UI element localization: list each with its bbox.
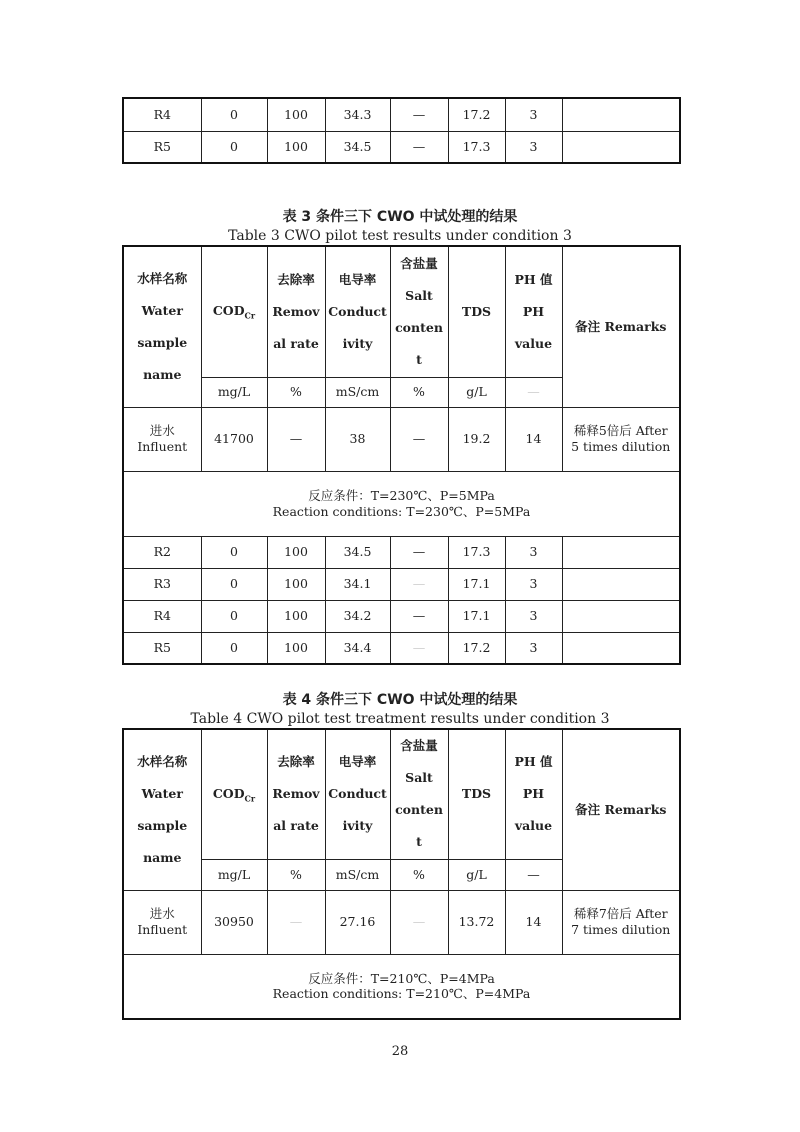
influent-name [123, 890, 201, 954]
tds-value: 17.2 [448, 98, 505, 131]
unit-removal: % [267, 377, 325, 407]
ph-value: 14 [505, 890, 562, 954]
ph-value: 3 [505, 568, 562, 600]
header-text: PH [522, 786, 545, 802]
conductivity-value: 34.3 [325, 98, 390, 131]
influent-name-en: Influent [137, 922, 188, 937]
tds-value: 17.3 [448, 131, 505, 163]
remarks-line: 7 times dilution [571, 922, 671, 937]
header-text: 去除率 [277, 754, 315, 770]
header-conductivity [325, 246, 390, 377]
removal-value: 100 [267, 131, 325, 163]
table-header-row [123, 729, 680, 859]
condition-zh: 反应条件：T=230℃、P=5MPa [308, 487, 495, 503]
unit-tds: g/L [448, 377, 505, 407]
reaction-conditions [123, 954, 680, 1019]
influent-row [123, 407, 680, 471]
header-text: COD [212, 303, 245, 318]
removal-value: — [267, 407, 325, 471]
sample-name: R5 [123, 632, 201, 664]
header-text: ivity [342, 335, 373, 351]
remarks-line: 稀释5倍后 After [573, 423, 668, 439]
header-text: Water [141, 785, 183, 801]
table-row [123, 568, 680, 600]
header-text: t [416, 351, 422, 367]
salt-value: — [390, 890, 448, 954]
remarks-value [562, 407, 680, 471]
salt-value: — [390, 131, 448, 163]
header-text: al rate [273, 818, 319, 834]
influent-name-en: Influent [137, 439, 188, 454]
reaction-conditions [123, 471, 680, 536]
header-text: 含盐量 [400, 255, 438, 271]
page-number: 28 [391, 1044, 409, 1059]
ph-value: 3 [505, 131, 562, 163]
reaction-conditions-row [123, 954, 680, 1019]
header-text: name [143, 849, 182, 865]
removal-value: — [267, 890, 325, 954]
ph-value: 3 [505, 98, 562, 131]
header-text: COD [212, 785, 245, 801]
table-row [123, 600, 680, 632]
removal-value: 100 [267, 98, 325, 131]
table-row [123, 536, 680, 568]
cod-value: 0 [201, 632, 267, 664]
header-text: 水样名称 [137, 270, 188, 286]
table3-caption-zh-text: 表 3 条件三下 CWO 中试处理的结果 [282, 209, 518, 225]
header-tds: TDS [448, 729, 505, 859]
header-text: 电导率 [338, 271, 377, 287]
header-text: value [514, 818, 553, 834]
unit-ph: — [505, 859, 562, 890]
header-text: Remov [272, 786, 320, 802]
header-salt [390, 729, 448, 859]
unit-tds: g/L [448, 859, 505, 890]
table-row [123, 632, 680, 664]
remarks-value [562, 131, 680, 163]
ph-value: 3 [505, 536, 562, 568]
ph-value: 3 [505, 600, 562, 632]
cod-value: 0 [201, 600, 267, 632]
conductivity-value: 27.16 [325, 890, 390, 954]
unit-conductivity: mS/cm [325, 377, 390, 407]
ph-value: 3 [505, 632, 562, 664]
table3-caption-en: Table 3 CWO pilot test results under condition 3 [228, 228, 572, 244]
table-header-row [123, 246, 680, 377]
header-text: Remov [272, 303, 320, 319]
conductivity-value: 34.5 [325, 536, 390, 568]
salt-value: — [390, 407, 448, 471]
removal-value: 100 [267, 568, 325, 600]
header-text: Salt [405, 287, 433, 303]
header-remarks: 备注 Remarks [562, 246, 680, 407]
header-text: sample [137, 334, 188, 350]
conductivity-value: 38 [325, 407, 390, 471]
table3 [122, 245, 681, 665]
unit-ph: — [505, 377, 562, 407]
header-text: al rate [273, 335, 319, 351]
table3-caption-zh [0, 209, 800, 226]
remarks-value [562, 632, 680, 664]
header-tds: TDS [448, 246, 505, 377]
removal-value: 100 [267, 632, 325, 664]
table4 [122, 728, 681, 1020]
ph-value: 14 [505, 407, 562, 471]
unit-conductivity: mS/cm [325, 859, 390, 890]
sample-name: R2 [123, 536, 201, 568]
header-cod [201, 729, 267, 859]
salt-value: — [390, 568, 448, 600]
reaction-conditions-row [123, 471, 680, 536]
remarks-value [562, 600, 680, 632]
table4-caption-zh-text: 表 4 条件三下 CWO 中试处理的结果 [282, 692, 518, 708]
unit-salt: % [390, 377, 448, 407]
header-text: 去除率 [277, 271, 315, 287]
tds-value: 17.1 [448, 600, 505, 632]
header-text: Conduct [328, 786, 387, 802]
header-text: PH [522, 303, 545, 319]
influent-row [123, 890, 680, 954]
remarks-value [562, 98, 680, 131]
salt-value: — [390, 600, 448, 632]
header-sample-name [123, 729, 201, 890]
header-text: 电导率 [338, 754, 377, 770]
conductivity-value: 34.2 [325, 600, 390, 632]
header-sample-name [123, 246, 201, 407]
header-text: ivity [342, 818, 373, 834]
header-text: Conduct [328, 303, 387, 319]
header-text: PH 值 [514, 754, 553, 770]
header-text: Water [141, 302, 183, 318]
influent-name-zh: 进水 [149, 906, 175, 922]
condition-zh: 反应条件：T=210℃、P=4MPa [308, 970, 495, 986]
header-cod [201, 246, 267, 377]
influent-name [123, 407, 201, 471]
condition-en: Reaction conditions: T=230℃、P=5MPa [272, 503, 531, 519]
condition-en: Reaction conditions: T=210℃、P=4MPa [272, 986, 531, 1002]
header-text: 含盐量 [400, 738, 438, 754]
header-removal [267, 246, 325, 377]
salt-value: — [390, 632, 448, 664]
unit-removal: % [267, 859, 325, 890]
remarks-value [562, 890, 680, 954]
header-salt [390, 246, 448, 377]
conductivity-value: 34.1 [325, 568, 390, 600]
header-subscript: Cr [244, 310, 256, 321]
header-removal [267, 729, 325, 859]
tds-value: 17.3 [448, 536, 505, 568]
header-ph [505, 246, 562, 377]
removal-value: 100 [267, 536, 325, 568]
remarks-value [562, 536, 680, 568]
cod-value: 41700 [201, 407, 267, 471]
cod-value: 0 [201, 536, 267, 568]
unit-cod: mg/L [201, 859, 267, 890]
header-text: sample [137, 817, 188, 833]
sample-name: R5 [123, 131, 201, 163]
conductivity-value: 34.5 [325, 131, 390, 163]
removal-value: 100 [267, 600, 325, 632]
unit-salt: % [390, 859, 448, 890]
header-text: t [416, 834, 422, 850]
header-text: conten [395, 802, 443, 818]
header-remarks: 备注 Remarks [562, 729, 680, 890]
header-text: name [143, 366, 182, 382]
table-row [123, 98, 680, 131]
salt-value: — [390, 98, 448, 131]
sample-name: R4 [123, 600, 201, 632]
influent-name-zh: 进水 [149, 423, 175, 439]
cod-value: 0 [201, 568, 267, 600]
sample-name: R3 [123, 568, 201, 600]
continued-table [122, 97, 681, 164]
table4-caption-zh [0, 692, 800, 709]
tds-value: 17.1 [448, 568, 505, 600]
remarks-value [562, 568, 680, 600]
cod-value: 30950 [201, 890, 267, 954]
cod-value: 0 [201, 98, 267, 131]
sample-name: R4 [123, 98, 201, 131]
table-row [123, 131, 680, 163]
tds-value: 13.72 [448, 890, 505, 954]
header-text: 水样名称 [137, 753, 188, 769]
salt-value: — [390, 536, 448, 568]
remarks-line: 5 times dilution [571, 439, 671, 454]
tds-value: 19.2 [448, 407, 505, 471]
header-subscript: Cr [244, 793, 256, 803]
cod-value: 0 [201, 131, 267, 163]
header-text: value [514, 335, 553, 351]
remarks-line: 稀释7倍后 After [573, 906, 668, 922]
header-text: conten [395, 319, 443, 335]
header-ph [505, 729, 562, 859]
table4-caption-en: Table 4 CWO pilot test treatment results under condition 3 [190, 711, 610, 727]
header-text: Salt [405, 770, 433, 786]
conductivity-value: 34.4 [325, 632, 390, 664]
header-text: PH 值 [514, 271, 553, 287]
unit-cod: mg/L [201, 377, 267, 407]
header-conductivity [325, 729, 390, 859]
tds-value: 17.2 [448, 632, 505, 664]
